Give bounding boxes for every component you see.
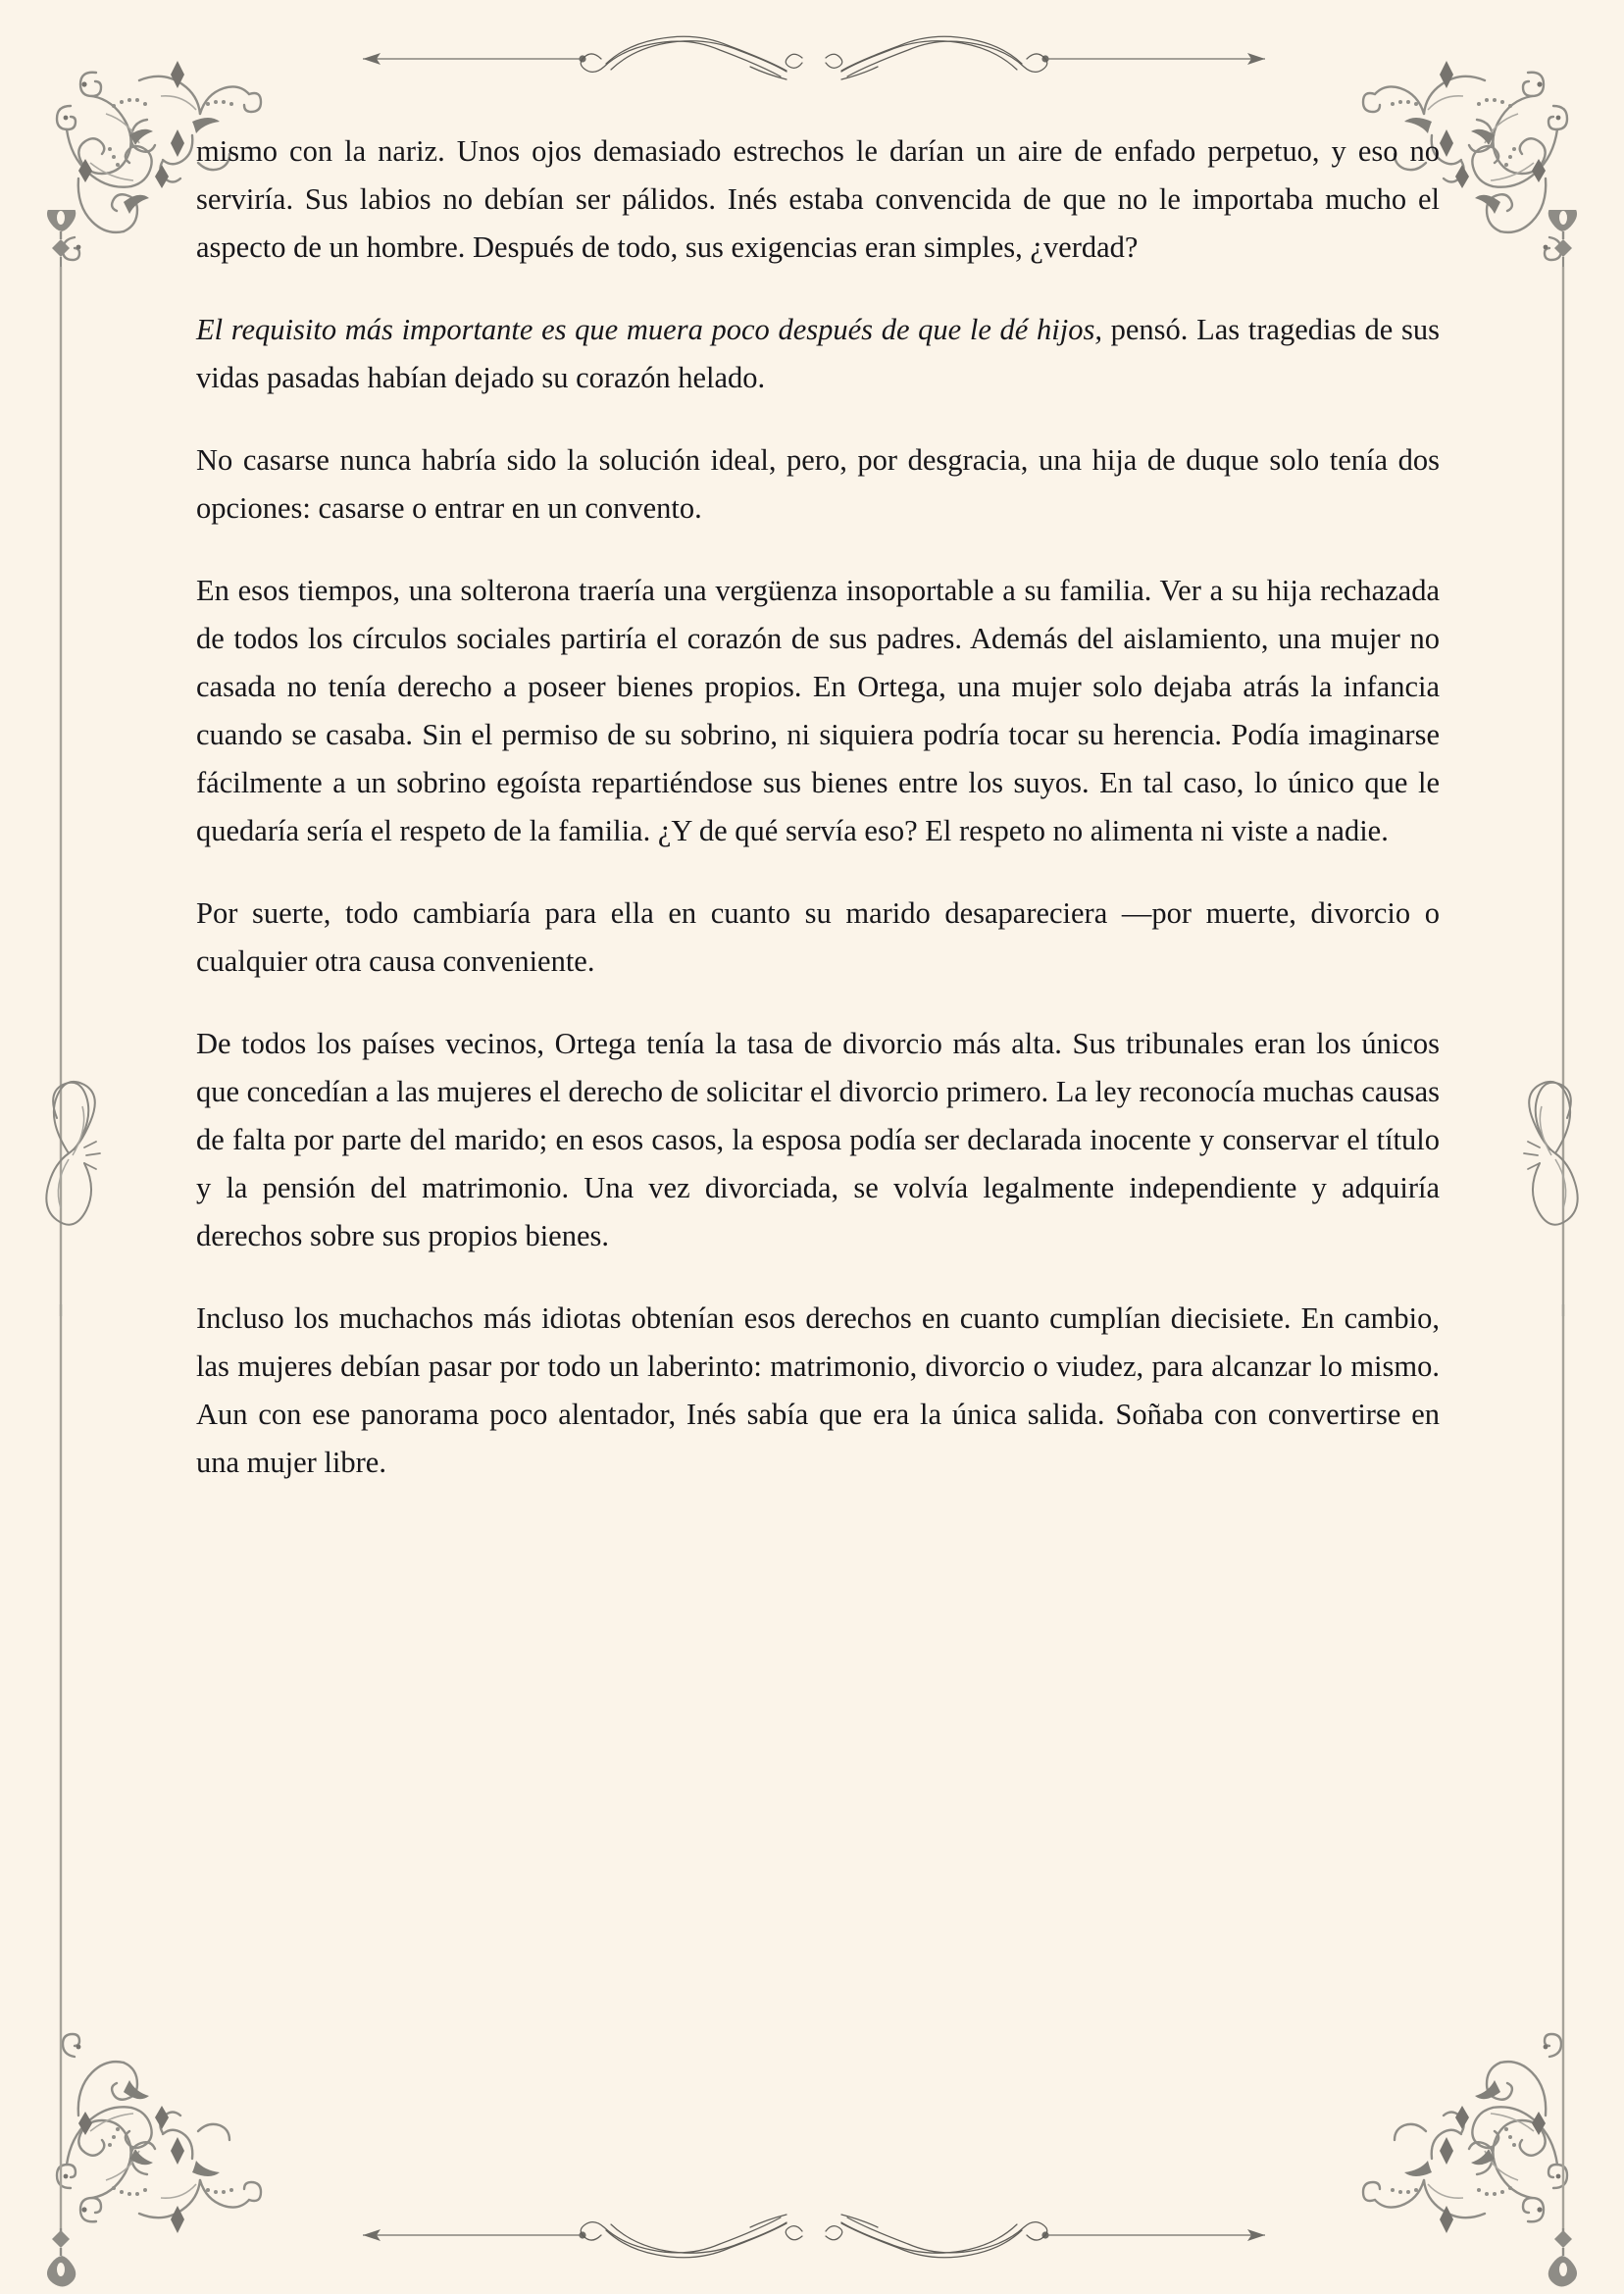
paragraph-2-roman-tail: pensó. Las tragedias de sus vidas pasadas habían dejado su corazón helado. (196, 313, 1440, 394)
paragraph-5: Por suerte, todo cambiaría para ella en cuanto su marido desapareciera —por muerte, divorcio o cualquier otra causa conveniente. (196, 896, 1440, 978)
side-rule-left-lower (8, 1304, 116, 2294)
bottom-divider-ornament (333, 2206, 1294, 2265)
infinity-loop-right (1498, 1038, 1606, 1263)
corner-flourish-bottom-left (45, 2014, 280, 2249)
paragraph-4: En esos tiempos, una solterona traería una vergüenza insoportable a su familia. Ver a su hija rechazada de todos los círculos sociales partiría el corazón de sus padres. Además del aislamiento, una mujer no casada no tenía derecho a poseer bienes propios. En Ortega, una mujer solo dejaba atrás la infancia cuando se casaba. Sin el permiso de su sobrino, ni siquiera podría tocar su herencia. Podía imaginarse fácilmente a un sobrino egoísta repartiéndose sus bienes entre los suyos. En tal caso, lo único que le quedaría sería el respeto de la familia. ¿Y de qué servía eso? El respeto no alimenta ni viste a nadie. (196, 574, 1440, 847)
paragraph-1: mismo con la nariz. Unos ojos demasiado estrechos le darían un aire de enfado perpetuo, y eso no serviría. Sus labios no debían ser pálidos. Inés estaba convencida de que no le importaba mucho el aspecto de un hombre. Después de todo, sus exigencias eran simples, ¿verdad? (196, 134, 1440, 264)
infinity-loop-left (18, 1038, 126, 1263)
page-body-text (196, 127, 1440, 1487)
corner-flourish-bottom-right (1344, 2014, 1579, 2249)
paragraph-2 (196, 306, 1440, 402)
paragraph-7: Incluso los muchachos más idiotas obtenían esos derechos en cuanto cumplían diecisiete. En cambio, las mujeres debían pasar por todo un laberinto: matrimonio, divorcio o viudez, para alcanzar lo mismo. Aun con ese panorama poco alentador, Inés sabía que era la única salida. Soñaba con convertirse en una mujer libre. (196, 1301, 1440, 1479)
paragraph-3: No casarse nunca habría sido la solución ideal, pero, por desgracia, una hija de duque solo tenía dos opciones: casarse o entrar en un convento. (196, 443, 1440, 525)
side-rule-left-upper (8, 210, 116, 1316)
paragraph-6: De todos los países vecinos, Ortega tenía la tasa de divorcio más alta. Sus tribunales eran los únicos que concedían a las mujeres el derecho de solicitar el divorcio primero. La ley reconocía muchas causas de falta por parte del marido; en esos casos, la esposa podía ser declarada inocente y conservar el título y la pensión del matrimonio. Una vez divorciada, se volvía legalmente independiente y adquiría derechos sobre sus propios bienes. (196, 1027, 1440, 1252)
paragraph-2-italic-thought: El requisito más importante es que muera poco después de que le dé hijos, (196, 313, 1102, 346)
side-rule-right-lower (1508, 1304, 1616, 2294)
side-rule-right-upper (1508, 210, 1616, 1316)
top-divider-ornament (333, 29, 1294, 88)
